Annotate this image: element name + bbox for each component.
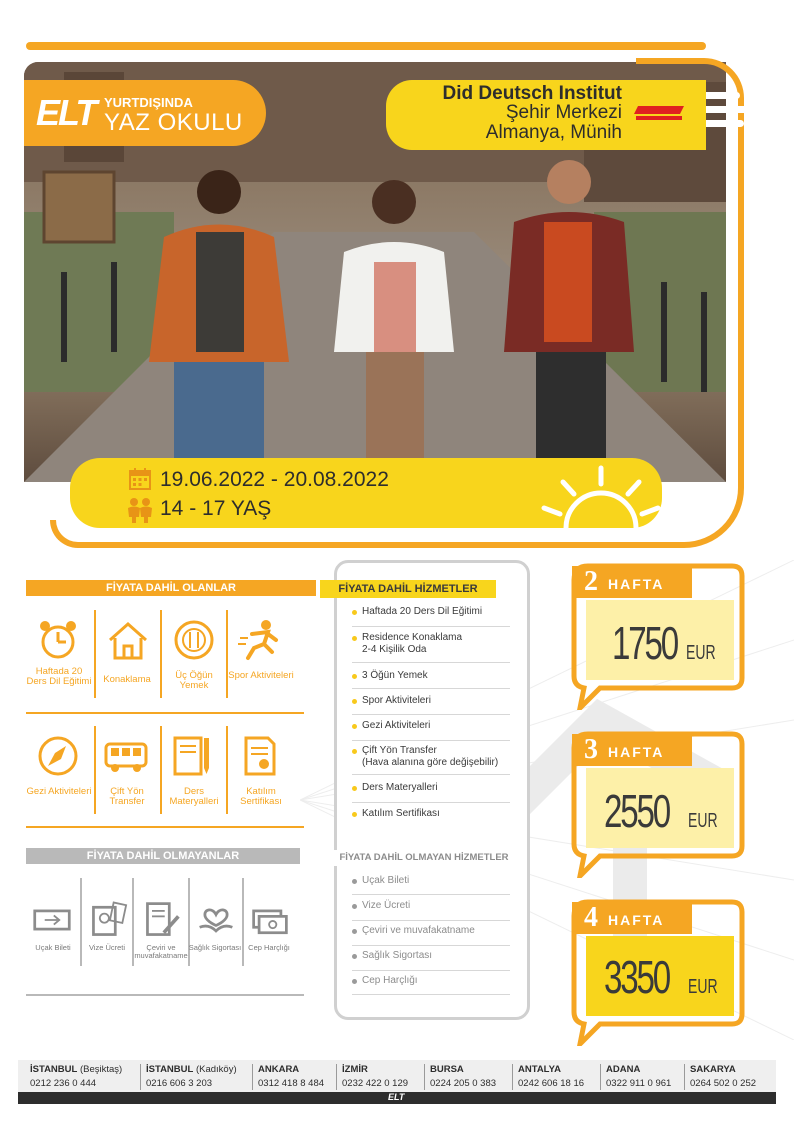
document-pen-icon bbox=[142, 900, 182, 940]
service-divider bbox=[352, 626, 510, 627]
price-card-4-weeks bbox=[562, 896, 772, 1046]
service-item: Katılım Sertifikası bbox=[350, 808, 512, 820]
included-label: Spor Aktiviteleri bbox=[228, 670, 294, 681]
price-weeks: 2 bbox=[584, 566, 598, 597]
service-divider bbox=[352, 714, 510, 715]
service-divider bbox=[352, 802, 510, 803]
excluded-label: Cep Harçlığı bbox=[248, 943, 290, 952]
service-divider bbox=[352, 945, 510, 946]
office-bursa: BURSA 0224 205 0 383 bbox=[430, 1064, 497, 1089]
plate-cutlery-icon bbox=[172, 618, 216, 662]
office-ankara: ANKARA 0312 418 8 484 bbox=[258, 1064, 325, 1089]
grid-divider bbox=[242, 878, 244, 966]
program-ages: 14 - 17 YAŞ bbox=[160, 497, 272, 520]
included-title: FİYATA DAHİL OLANLAR bbox=[26, 580, 316, 596]
badge-line-1: YURTDIŞINDA bbox=[104, 95, 193, 110]
footer-divider bbox=[600, 1064, 601, 1090]
book-pencil-icon bbox=[170, 734, 214, 778]
service-item: Ders Materyalleri bbox=[350, 782, 512, 794]
decor-dash bbox=[700, 106, 766, 113]
price-currency: EUR bbox=[686, 642, 716, 664]
office-phone: 0232 422 0 129 bbox=[342, 1078, 409, 1089]
price-currency: EUR bbox=[688, 976, 718, 998]
price-amount: 3350 bbox=[604, 951, 670, 1003]
included-label: Katılım Sertifikası bbox=[240, 786, 282, 807]
non-services-title: FİYATA DAHİL OLMAYAN HİZMETLER bbox=[322, 850, 526, 866]
footer-divider bbox=[252, 1064, 253, 1090]
footer-divider bbox=[512, 1064, 513, 1090]
price-card-2-weeks bbox=[562, 560, 772, 710]
service-divider bbox=[352, 662, 510, 663]
kids-icon bbox=[126, 497, 154, 523]
included-label: Üç Öğün Yemek bbox=[175, 670, 213, 691]
service-item: Çift Yön Transfer (Hava alanına göre değişebilir) bbox=[350, 745, 512, 769]
house-icon bbox=[106, 618, 150, 662]
office-phone: 0224 205 0 383 bbox=[430, 1078, 497, 1089]
grid-divider bbox=[26, 712, 304, 714]
money-icon bbox=[250, 900, 290, 940]
grid-divider bbox=[26, 994, 304, 996]
footer-elt-logo: ELT bbox=[388, 1092, 405, 1102]
program-dates: 19.06.2022 - 20.08.2022 bbox=[160, 468, 389, 491]
excluded-label: Sağlık Sigortası bbox=[188, 943, 242, 952]
service-divider bbox=[352, 970, 510, 971]
certificate-icon bbox=[238, 734, 282, 778]
plane-ticket-icon bbox=[32, 900, 72, 940]
office-istanbul-kadikoy: İSTANBUL (Kadıköy) 0216 606 3 203 bbox=[146, 1064, 237, 1089]
service-item: Spor Aktiviteleri bbox=[350, 695, 512, 707]
sun-icon bbox=[536, 462, 666, 532]
price-unit: HAFTA bbox=[608, 912, 665, 928]
institute-name: Did Deutsch Institut bbox=[442, 83, 622, 104]
included-label: Çift Yön Transfer bbox=[109, 786, 145, 807]
office-phone: 0264 502 0 252 bbox=[690, 1078, 757, 1089]
included-label: Konaklama bbox=[103, 674, 151, 685]
price-weeks: 3 bbox=[584, 734, 598, 765]
excluded-label: Çeviri ve muvafakatname bbox=[134, 943, 188, 960]
non-service-item: Sağlık Sigortası bbox=[350, 950, 512, 962]
excluded-label: Uçak Bileti bbox=[35, 943, 71, 952]
office-antalya: ANTALYA 0242 606 18 16 bbox=[518, 1064, 585, 1089]
price-unit: HAFTA bbox=[608, 744, 665, 760]
footer-divider bbox=[424, 1064, 425, 1090]
price-currency: EUR bbox=[688, 810, 718, 832]
service-divider bbox=[352, 920, 510, 921]
institute-campus: Şehir Merkezi bbox=[505, 102, 622, 123]
institute-location: Almanya, Münih bbox=[485, 122, 622, 143]
service-item: Haftada 20 Ders Dil Eğitimi bbox=[350, 606, 512, 618]
grid-divider bbox=[26, 826, 304, 828]
office-phone: 0216 606 3 203 bbox=[146, 1078, 213, 1089]
non-service-item: Uçak Bileti bbox=[350, 875, 512, 887]
office-phone: 0242 606 18 16 bbox=[518, 1078, 585, 1089]
bus-icon bbox=[104, 734, 148, 778]
top-orange-rule bbox=[26, 42, 706, 50]
price-amount: 2550 bbox=[604, 785, 670, 837]
included-label: Haftada 20 Ders Dil Eğitimi bbox=[26, 666, 92, 687]
service-item: Residence Konaklama 2-4 Kişilik Oda bbox=[350, 632, 512, 656]
included-label: Gezi Aktiviteleri bbox=[26, 786, 92, 797]
price-unit: HAFTA bbox=[608, 576, 665, 592]
office-izmir: İZMİR 0232 422 0 129 bbox=[342, 1064, 409, 1089]
grid-divider bbox=[80, 878, 82, 966]
health-hands-icon bbox=[196, 900, 236, 940]
did-logo-icon bbox=[632, 104, 684, 122]
badge-line-2: YAZ OKULU bbox=[104, 109, 243, 136]
runner-icon bbox=[238, 618, 282, 662]
non-service-item: Cep Harçlığı bbox=[350, 975, 512, 987]
service-item: 3 Öğün Yemek bbox=[350, 670, 512, 682]
elt-logo: ELT bbox=[36, 92, 96, 133]
office-adana: ADANA 0322 911 0 961 bbox=[606, 1064, 672, 1089]
service-divider bbox=[352, 740, 510, 741]
footer-divider bbox=[684, 1064, 685, 1090]
price-amount: 1750 bbox=[612, 617, 678, 669]
office-sakarya: SAKARYA 0264 502 0 252 bbox=[690, 1064, 757, 1089]
service-divider bbox=[352, 774, 510, 775]
excluded-label: Vize Ücreti bbox=[88, 943, 126, 952]
service-divider bbox=[352, 688, 510, 689]
price-card-3-weeks bbox=[562, 728, 772, 878]
service-divider bbox=[352, 994, 510, 995]
office-phone: 0212 236 0 444 bbox=[30, 1078, 97, 1089]
office-phone: 0312 418 8 484 bbox=[258, 1078, 325, 1089]
calendar-icon bbox=[128, 467, 152, 491]
footer-divider bbox=[336, 1064, 337, 1090]
alarm-clock-icon bbox=[36, 618, 80, 662]
non-service-item: Çeviri ve muvafakatname bbox=[350, 925, 512, 937]
footer-divider bbox=[140, 1064, 141, 1090]
price-weeks: 4 bbox=[584, 902, 598, 933]
non-service-item: Vize Ücreti bbox=[350, 900, 512, 912]
services-title: FİYATA DAHİL HİZMETLER bbox=[320, 580, 496, 598]
included-label: Ders Materyalleri bbox=[169, 786, 219, 807]
office-phone: 0322 911 0 961 bbox=[606, 1078, 672, 1089]
excluded-title: FİYATA DAHİL OLMAYANLAR bbox=[26, 848, 300, 864]
compass-icon bbox=[36, 734, 80, 778]
service-divider bbox=[352, 894, 510, 895]
service-item: Gezi Aktiviteleri bbox=[350, 720, 512, 732]
passport-icon bbox=[88, 900, 128, 940]
office-istanbul-besiktas: İSTANBUL (Beşiktaş) 0212 236 0 444 bbox=[30, 1064, 123, 1089]
